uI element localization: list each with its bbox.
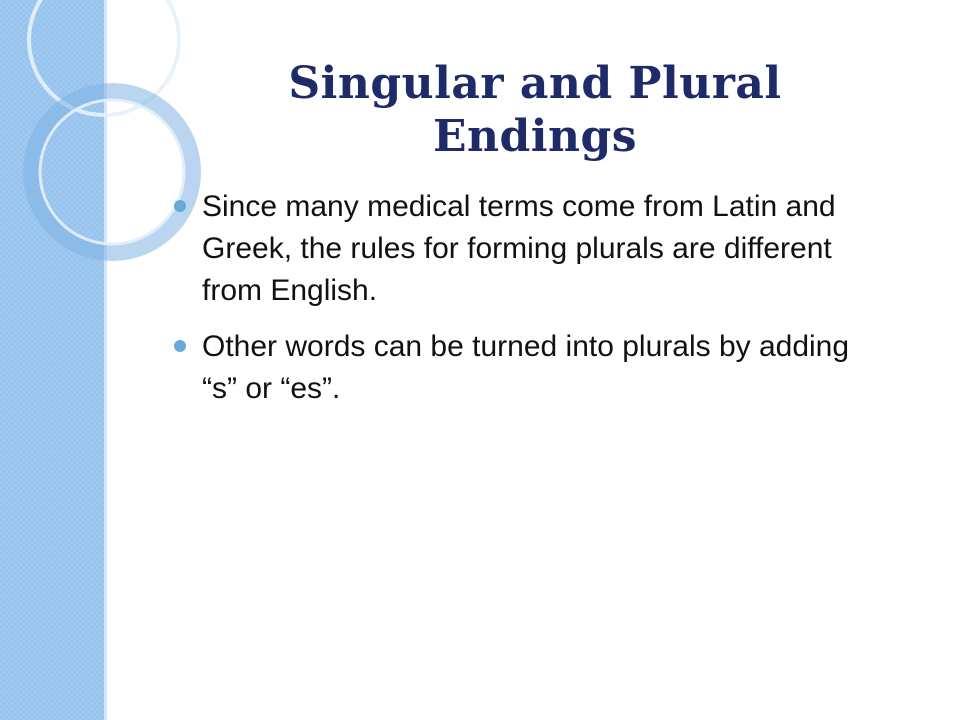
decorative-circles [0, 0, 140, 260]
bullet-text: Other words can be turned into plurals by adding “s” or “es”. [202, 329, 850, 405]
slide-content [170, 58, 890, 424]
decorative-ring-inner [40, 100, 184, 244]
bullet-text: Since many medical terms come from Latin and Greek, the rules for forming plurals are different from English. [202, 189, 836, 307]
bullet-item [170, 186, 890, 312]
bullet-item [170, 326, 890, 410]
bullet-dot-icon [174, 200, 186, 212]
bullet-dot-icon [174, 340, 186, 352]
bullet-list [170, 186, 890, 410]
slide-title: Singular and Plural Endings [288, 58, 782, 162]
